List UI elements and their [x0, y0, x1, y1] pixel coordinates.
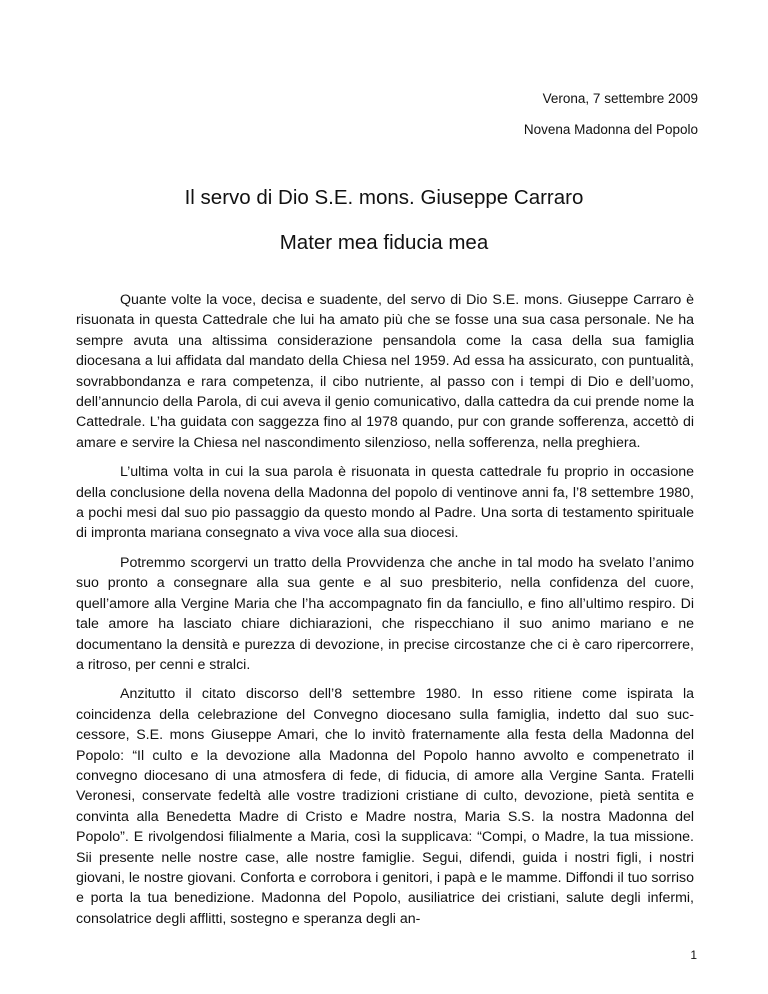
paragraph-1: Quante volte la voce, decisa e suadente, del servo di Dio S.E. mons. Giuseppe Carraro è risuonata in questa Cattedrale che lui ha amato più che se fosse una sua casa personale. Ne ha sempre avuta una altissima considerazione pensandola come la casa della sua famiglia diocesana a lui affidata dal mandato della Chiesa nel 1959. Ad essa ha assicurato, con puntualità, sovrabbondanza e rara competenza, il cibo nutriente, al passo con i tempi di Dio e dell’uomo, dell’annuncio della Parola, di cui aveva il genio comunicativo, dalla cattedra da cui prende nome la Cattedrale. L’ha guidata con saggezza fino al 1978 quando, pur con grande sofferenza, accettò di amare e servire la Chiesa nel nascondimento silenzioso, nella sofferenza, nella preghiera. [76, 292, 694, 451]
document-subtitle: Mater mea fiducia mea [279, 231, 489, 254]
date-line: Verona, 7 settembre 2009 [542, 91, 698, 106]
paragraph-4: Anzitutto il citato discorso dell’8 settembre 1980. In esso ritiene come ispirata la coincidenza della celebrazione del Convegno diocesano sulla famiglia, indetto dal suo successore, S.E. mons Giuseppe Amari, che lo invitò fraternamente alla festa della Madonna del Popolo: “Il culto e la devozione alla Madonna del Popolo hanno avvolto e compenetrato il convegno diocesano di una atmosfera di fede, di fiducia, di amore alla Vergine Santa. Fratelli Veronesi, conservate fedeltà alle vostre tradizioni cristiane di culto, devozione, pietà sentita e convinta alla Benedetta Madre di Cristo e Madre nostra, Maria S.S. la nostra Madonna del Popolo”. E rivolgendosi filialmente a Maria, così la supplicava: “Compi, o Madre, la tua missione. Sii presente nelle nostre case, alle nostre famiglie. Segui, difendi, guida i nostri figli, i nostri giovani, le nostre giovani. Conforta e corrobora i genitori, i papà e le mamme. Diffondi il tuo sorriso e porta la tua benedizione. Madonna del Popolo, ausiliatrice dei cristiani, salute degli infermi, consolatrice degli afflitti, sostegno e speranza degli an- [76, 686, 694, 927]
paragraph-2: L’ultima volta in cui la sua parola è risuonata in questa cattedrale fu proprio in occasione della conclusione della novena della Madonna del popolo di ventinove anni fa, l’8 settembre 1980, a pochi mesi dal suo pio passaggio da questo mondo al Padre. Una sorta di testamento spirituale di impronta mariana consegnato a viva voce alla sua diocesi. [76, 464, 694, 542]
body-text [76, 290, 694, 938]
document-title: Il servo di Dio S.E. mons. Giuseppe Carraro [184, 186, 584, 209]
paragraph-3: Potremmo scorgervi un tratto della Provvidenza che anche in tal modo ha svelato l’animo suo pronto a consegnare alla sua gente e al suo presbiterio, nella confidenza del cuore, quell’amore alla Vergine Maria che l’ha accompagnato fin da fanciullo, e fino all’ultimo respiro. Di tale amore ha lasciato chiare dichiarazioni, che rispecchiano il suo animo mariano e ne documentano la densità e purezza di devozione, in precise circostanze che ci è caro ripercorrere, a ritroso, per cenni e stralci. [76, 554, 694, 673]
occasion-line: Novena Madonna del Popolo [523, 122, 698, 137]
page-number: 1 [690, 948, 697, 962]
